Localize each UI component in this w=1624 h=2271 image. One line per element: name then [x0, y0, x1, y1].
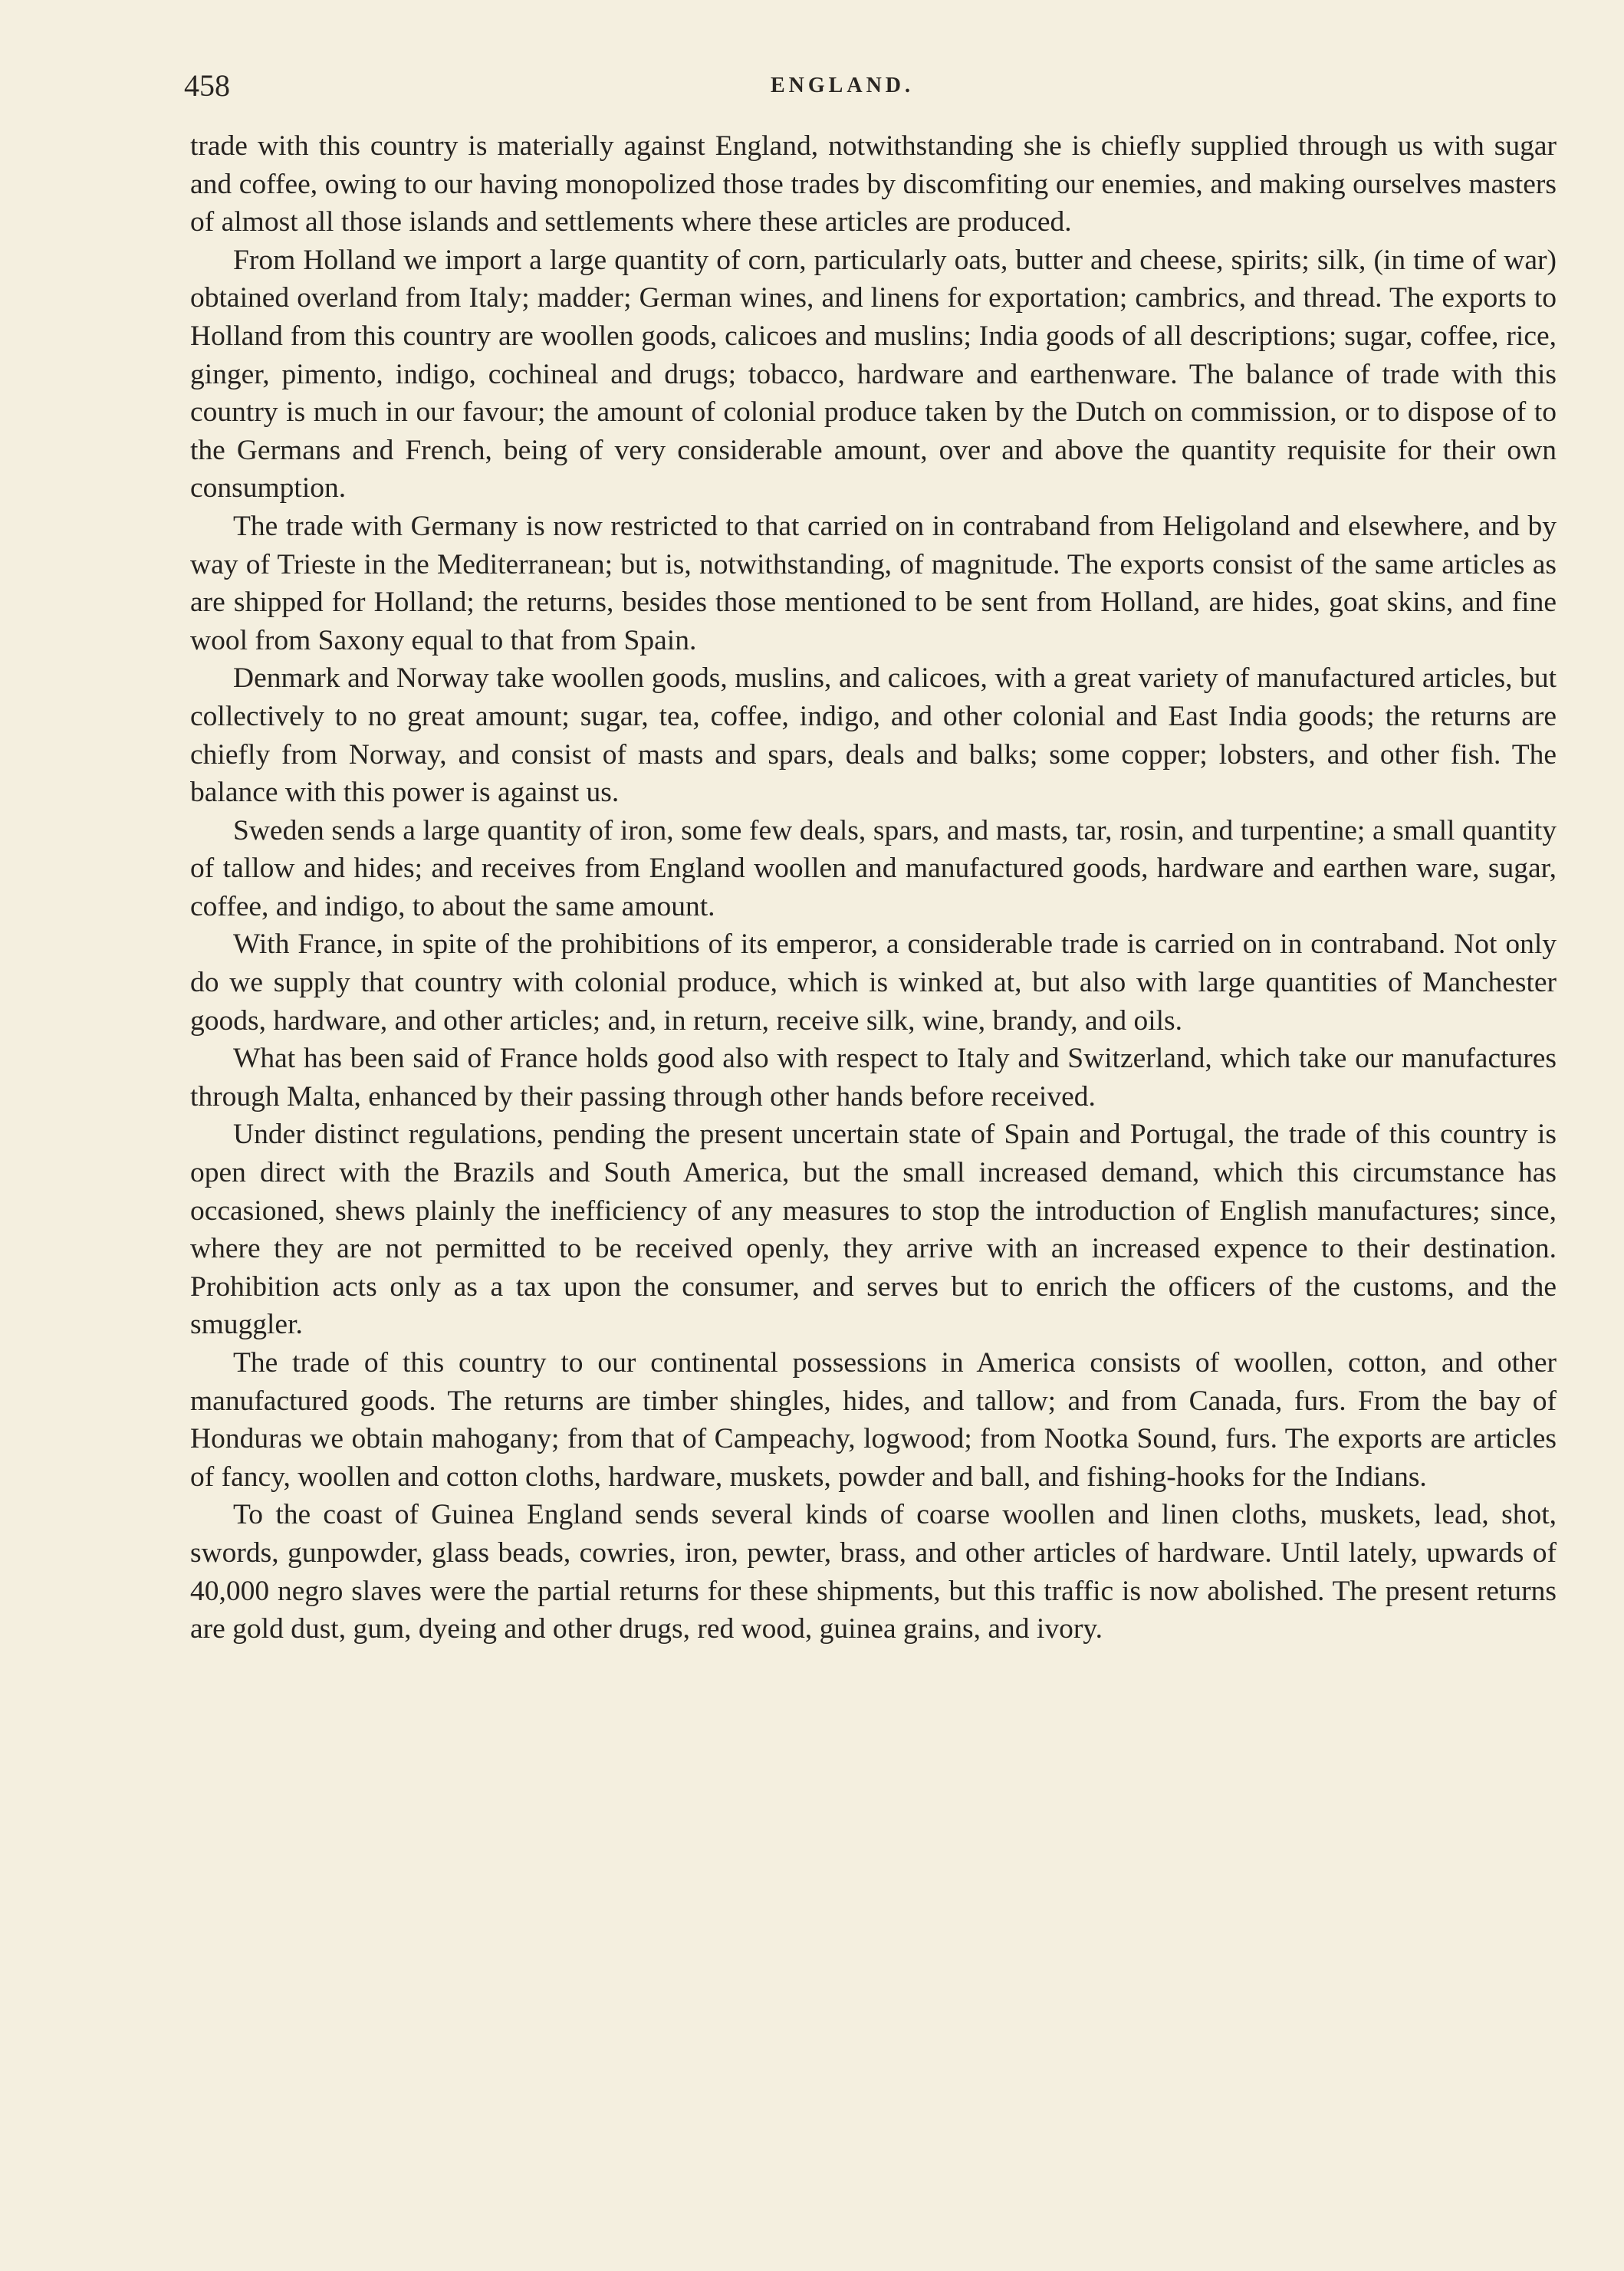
running-head: ENGLAND.	[771, 74, 915, 97]
paragraph-trade-continuation: trade with this country is materially against England, notwithstanding she is chiefly supplied through us with sugar and coffee, owing to our having monopolized those trades by discomfiting our enemies, and making ourselves masters of almost all those islands and settlements where these articles are produced.	[190, 130, 1557, 238]
paragraph-holland: From Holland we import a large quantity of corn, particularly oats, butter and cheese, spirits; silk, (in time of war) obtained overland from Italy; madder; German wines, and linens for exportation; cambrics, and thread. The exports to Holland from this country are woollen goods, calicoes and muslins; India goods of all descriptions; sugar, coffee, rice, ginger, pimento, indigo, cochineal and drugs; tobacco, hardware and earthenware. The balance of trade with this country is much in our favour; the amount of colonial produce taken by the Dutch on commission, or to dispose of to the Germans and French, being of very considerable amount, over and above the quantity requisite for their own consumption.	[190, 244, 1557, 504]
page-header	[184, 63, 1564, 109]
paragraph-spain-portugal: Under distinct regulations, pending the present uncertain state of Spain and Portugal, the trade of this country is open direct with the Brazils and South America, but the small increased demand, which this circumstance has occasioned, shews plainly the inefficiency of any measures to stop the introduction of English manufactures; since, where they are not permitted to be received openly, they arrive with an increased expence to their destination. Prohibition acts only as a tax upon the consumer, and serves but to enrich the officers of the customs, and the smuggler.	[190, 1119, 1557, 1341]
paragraph-france: With France, in spite of the prohibitions of its emperor, a considerable trade is carried on in contraband. Not only do we supply that country with colonial produce, which is winked at, but also with large quantities of Manchester goods, hardware, and other articles; and, in return, receive silk, wine, brandy, and oils.	[190, 928, 1557, 1037]
paragraph-denmark-norway: Denmark and Norway take woollen goods, muslins, and calicoes, with a great variety of manufactured articles, but collectively to no great amount; sugar, tea, coffee, indigo, and other colonial and East India goods; the returns are chiefly from Norway, and consist of masts and spars, deals and balks; some copper; lobsters, and other fish. The balance with this power is against us.	[190, 662, 1557, 809]
paragraph-germany: The trade with Germany is now restricted to that carried on in contraband from Heligoland and elsewhere, and by way of Trieste in the Mediterranean; but is, notwithstanding, of magnitude. The exports consist of the same articles as are shipped for Holland; the returns, besides those mentioned to be sent from Holland, are hides, goat skins, and fine wool from Saxony equal to that from Spain.	[190, 510, 1557, 656]
page-number: 458	[184, 68, 230, 103]
paragraph-guinea: To the coast of Guinea England sends several kinds of coarse woollen and linen cloths, muskets, lead, shot, swords, gunpowder, glass beads, cowries, iron, pewter, brass, and other articles of hardware. Until lately, upwards of 40,000 negro slaves were the partial returns for these shipments, but this traffic is now abolished. The present returns are gold dust, gum, dyeing and other drugs, red wood, guinea grains, and ivory.	[190, 1499, 1557, 1645]
paragraph-italy-switzerland: What has been said of France holds good also with respect to Italy and Switzerland, which take our manufactures through Malta, enhanced by their passing through other hands before received.	[190, 1043, 1557, 1112]
paragraph-america: The trade of this country to our continental possessions in America consists of woollen, cotton, and other manufactured goods. The returns are timber shingles, hides, and tallow; and from Canada, furs. From the bay of Honduras we obtain mahogany; from that of Campeachy, logwood; from Nootka Sound, furs. The exports are articles of fancy, woollen and cotton cloths, hardware, muskets, powder and ball, and fishing-hooks for the Indians.	[190, 1347, 1557, 1493]
body-text	[190, 127, 1557, 1648]
paragraph-sweden: Sweden sends a large quantity of iron, some few deals, spars, and masts, tar, rosin, and turpentine; a small quantity of tallow and hides; and receives from England woollen and manufactured goods, hardware and earthen ware, sugar, coffee, and indigo, to about the same amount.	[190, 814, 1557, 922]
